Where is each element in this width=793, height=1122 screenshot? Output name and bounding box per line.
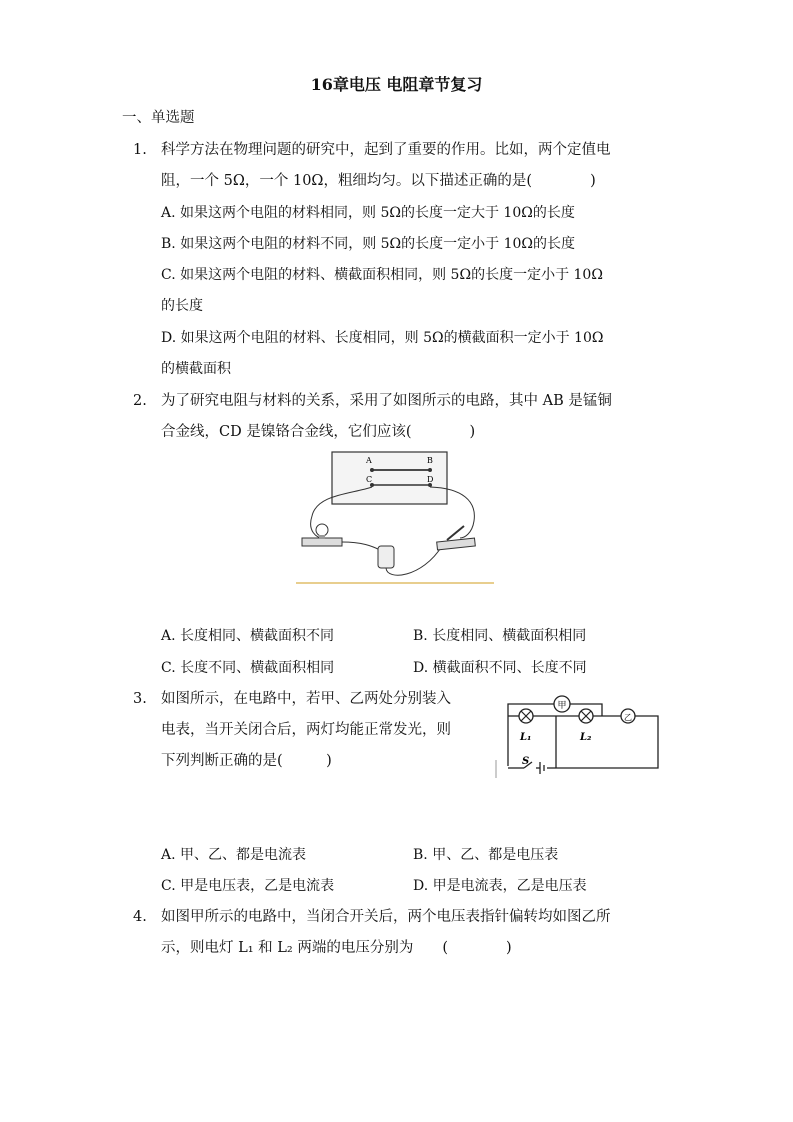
- q4-number: 4.: [133, 909, 147, 925]
- q3-stem-line3: 下列判断正确的是( ): [161, 753, 332, 769]
- q1-option-d-line1: D. 如果这两个电阻的材料、长度相同，则 5Ω的横截面积一定小于 10Ω: [161, 330, 604, 346]
- q3-number: 3.: [133, 691, 147, 707]
- meter-jia-label: 甲: [557, 701, 567, 711]
- q3-option-d: D. 甲是电流表，乙是电压表: [413, 878, 587, 894]
- fig-label-a: A: [366, 456, 372, 465]
- q1-option-c-line2: 的长度: [161, 298, 203, 314]
- lamp-l2-symbol: [579, 709, 593, 723]
- q3-circuit-figure: [494, 688, 660, 780]
- q2-circuit-figure: [292, 446, 502, 588]
- q2-option-d: D. 横截面积不同、长度不同: [413, 660, 587, 676]
- q4-stem-line1: 如图甲所示的电路中，当闭合开关后，两个电压表指针偏转均如图乙所: [161, 909, 611, 925]
- q2-option-c: C. 长度不同、横截面积相同: [161, 660, 335, 676]
- q1-option-a: A. 如果这两个电阻的材料相同，则 5Ω的长度一定大于 10Ω的长度: [161, 205, 575, 221]
- q3-option-a: A. 甲、乙、都是电流表: [161, 847, 307, 863]
- q3-option-b: B. 甲、乙、都是电压表: [413, 847, 559, 863]
- fig-label-d: D: [427, 475, 434, 484]
- q1-stem-line2: 阻，一个 5Ω，一个 10Ω，粗细均匀。以下描述正确的是( ): [161, 173, 596, 189]
- q4-stem-line2: 示，则电灯 L₁ 和 L₂ 两端的电压分别为 ( ): [161, 940, 512, 956]
- q3-stem-line1: 如图所示，在电路中，若甲、乙两处分别装入: [161, 691, 451, 707]
- q2-stem-line1: 为了研究电阻与材料的关系，采用了如图所示的电路，其中 AB 是锰铜: [161, 393, 612, 409]
- switch-label: S: [522, 756, 530, 767]
- q3-stem-line2: 电表，当开关闭合后，两灯均能正常发光，则: [161, 722, 451, 738]
- q2-number: 2.: [133, 393, 147, 409]
- q2-option-b: B. 长度相同、横截面积相同: [413, 628, 587, 644]
- lamp-l1-symbol: [519, 709, 533, 723]
- page-title: 16章电压 电阻章节复习: [310, 75, 483, 94]
- q1-option-d-line2: 的横截面积: [161, 361, 231, 377]
- meter-yi-label: 乙: [624, 713, 632, 722]
- section-heading: 一、单选题: [122, 110, 195, 126]
- lamp-l1-label: L₁: [520, 732, 532, 743]
- q2-stem-line2: 合金线，CD 是镍铬合金线，它们应该( ): [161, 424, 476, 440]
- fig-label-b: B: [427, 456, 433, 465]
- q3-option-c: C. 甲是电压表，乙是电流表: [161, 878, 335, 894]
- q1-stem-line1: 科学方法在物理问题的研究中，起到了重要的作用。比如，两个定值电: [161, 142, 611, 158]
- q2-option-a: A. 长度相同、横截面积不同: [161, 628, 335, 644]
- q1-number: 1.: [133, 142, 147, 158]
- q1-option-c-line1: C. 如果这两个电阻的材料、横截面积相同，则 5Ω的长度一定小于 10Ω: [161, 267, 603, 283]
- q1-option-b: B. 如果这两个电阻的材料不同，则 5Ω的长度一定小于 10Ω的长度: [161, 236, 576, 252]
- fig-label-c: C: [366, 475, 373, 484]
- lamp-l2-label: L₂: [580, 732, 592, 743]
